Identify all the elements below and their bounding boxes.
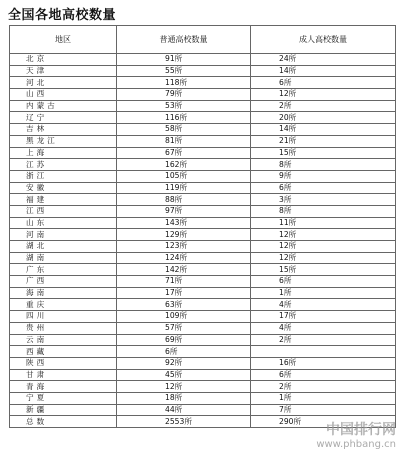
region-cell: 辽宁 [10,112,117,124]
adult-count-cell: 9所 [251,170,396,182]
region-cell: 广东 [10,264,117,276]
adult-count-cell: 21所 [251,135,396,147]
region-cell: 西藏 [10,346,117,358]
adult-count-cell: 12所 [251,241,396,253]
adult-count-cell: 6所 [251,276,396,288]
adult-count-cell [251,346,396,358]
regular-count-cell: 53所 [117,100,251,112]
region-cell: 湖北 [10,241,117,253]
regular-count-cell: 97所 [117,205,251,217]
table-row [10,311,396,323]
university-count-table [9,25,396,428]
table-row [10,147,396,159]
adult-count-cell: 6所 [251,77,396,89]
region-cell: 天津 [10,65,117,77]
regular-count-cell: 17所 [117,287,251,299]
adult-count-cell: 7所 [251,404,396,416]
adult-count-cell: 12所 [251,252,396,264]
region-cell: 河南 [10,229,117,241]
table-row [10,357,396,369]
regular-count-cell: 79所 [117,89,251,101]
regular-count-cell: 109所 [117,311,251,323]
regular-count-cell: 69所 [117,334,251,346]
region-cell: 山东 [10,217,117,229]
table-row [10,404,396,416]
table-row [10,346,396,358]
table-row [10,322,396,334]
region-cell: 山西 [10,89,117,101]
region-cell: 黑龙江 [10,135,117,147]
table-row [10,392,396,404]
watermark-url: www.phbang.cn [316,439,396,450]
table-header-row [10,26,396,54]
table-row [10,276,396,288]
table-row [10,229,396,241]
regular-count-cell: 18所 [117,392,251,404]
adult-count-cell: 2所 [251,381,396,393]
adult-count-cell: 4所 [251,322,396,334]
adult-count-cell: 14所 [251,65,396,77]
page-title: 全国各地高校数量 [8,8,117,23]
adult-count-cell: 15所 [251,147,396,159]
table-row [10,124,396,136]
region-cell: 青海 [10,381,117,393]
table-row [10,264,396,276]
region-cell: 宁夏 [10,392,117,404]
table-row [10,334,396,346]
adult-count-cell: 16所 [251,357,396,369]
adult-count-cell: 14所 [251,124,396,136]
region-cell: 甘肃 [10,369,117,381]
region-cell: 重庆 [10,299,117,311]
adult-count-cell: 12所 [251,89,396,101]
regular-count-cell: 55所 [117,65,251,77]
table-row [10,170,396,182]
column-header-regular: 普通高校数量 [117,26,251,54]
region-cell: 总数 [10,416,117,428]
region-cell: 四川 [10,311,117,323]
regular-count-cell: 162所 [117,159,251,171]
region-cell: 上海 [10,147,117,159]
table-row [10,159,396,171]
regular-count-cell: 142所 [117,264,251,276]
adult-count-cell: 8所 [251,159,396,171]
adult-count-cell: 11所 [251,217,396,229]
regular-count-cell: 67所 [117,147,251,159]
adult-count-cell: 15所 [251,264,396,276]
table-row [10,205,396,217]
table-row [10,252,396,264]
region-cell: 湖南 [10,252,117,264]
region-cell: 陕西 [10,357,117,369]
regular-count-cell: 143所 [117,217,251,229]
regular-count-cell: 119所 [117,182,251,194]
regular-count-cell: 57所 [117,322,251,334]
table-row [10,182,396,194]
regular-count-cell: 92所 [117,357,251,369]
region-cell: 江西 [10,205,117,217]
adult-count-cell: 6所 [251,369,396,381]
adult-count-cell: 4所 [251,299,396,311]
regular-count-cell: 91所 [117,54,251,66]
regular-count-cell: 12所 [117,381,251,393]
table-row [10,369,396,381]
regular-count-cell: 2553所 [117,416,251,428]
region-cell: 新疆 [10,404,117,416]
table-row [10,54,396,66]
regular-count-cell: 129所 [117,229,251,241]
region-cell: 安徽 [10,182,117,194]
regular-count-cell: 6所 [117,346,251,358]
regular-count-cell: 58所 [117,124,251,136]
regular-count-cell: 105所 [117,170,251,182]
adult-count-cell: 8所 [251,205,396,217]
region-cell: 浙江 [10,170,117,182]
regular-count-cell: 81所 [117,135,251,147]
table-row [10,135,396,147]
adult-count-cell: 2所 [251,334,396,346]
site-watermark [316,419,396,450]
adult-count-cell: 1所 [251,287,396,299]
table-row [10,100,396,112]
watermark-site-name: 中国排行网 [326,422,396,438]
regular-count-cell: 123所 [117,241,251,253]
adult-count-cell: 2所 [251,100,396,112]
region-cell: 云南 [10,334,117,346]
table-row [10,112,396,124]
regular-count-cell: 44所 [117,404,251,416]
adult-count-cell: 3所 [251,194,396,206]
adult-count-cell: 1所 [251,392,396,404]
region-cell: 江苏 [10,159,117,171]
column-header-adult: 成人高校数量 [251,26,396,54]
region-cell: 福建 [10,194,117,206]
regular-count-cell: 45所 [117,369,251,381]
table-row [10,65,396,77]
regular-count-cell: 63所 [117,299,251,311]
adult-count-cell: 12所 [251,229,396,241]
region-cell: 河北 [10,77,117,89]
table-row [10,299,396,311]
region-cell: 吉林 [10,124,117,136]
regular-count-cell: 71所 [117,276,251,288]
region-cell: 贵州 [10,322,117,334]
adult-count-cell: 17所 [251,311,396,323]
regular-count-cell: 116所 [117,112,251,124]
table-row [10,381,396,393]
table-row [10,217,396,229]
adult-count-cell: 20所 [251,112,396,124]
table-row [10,241,396,253]
table-row [10,89,396,101]
region-cell: 海南 [10,287,117,299]
adult-count-cell: 6所 [251,182,396,194]
table-row [10,194,396,206]
region-cell: 北京 [10,54,117,66]
adult-count-cell: 290所 [251,416,396,428]
regular-count-cell: 88所 [117,194,251,206]
column-header-region: 地区 [10,26,117,54]
regular-count-cell: 118所 [117,77,251,89]
region-cell: 内蒙古 [10,100,117,112]
adult-count-cell: 24所 [251,54,396,66]
table-row [10,287,396,299]
region-cell: 广西 [10,276,117,288]
regular-count-cell: 124所 [117,252,251,264]
table-row [10,77,396,89]
